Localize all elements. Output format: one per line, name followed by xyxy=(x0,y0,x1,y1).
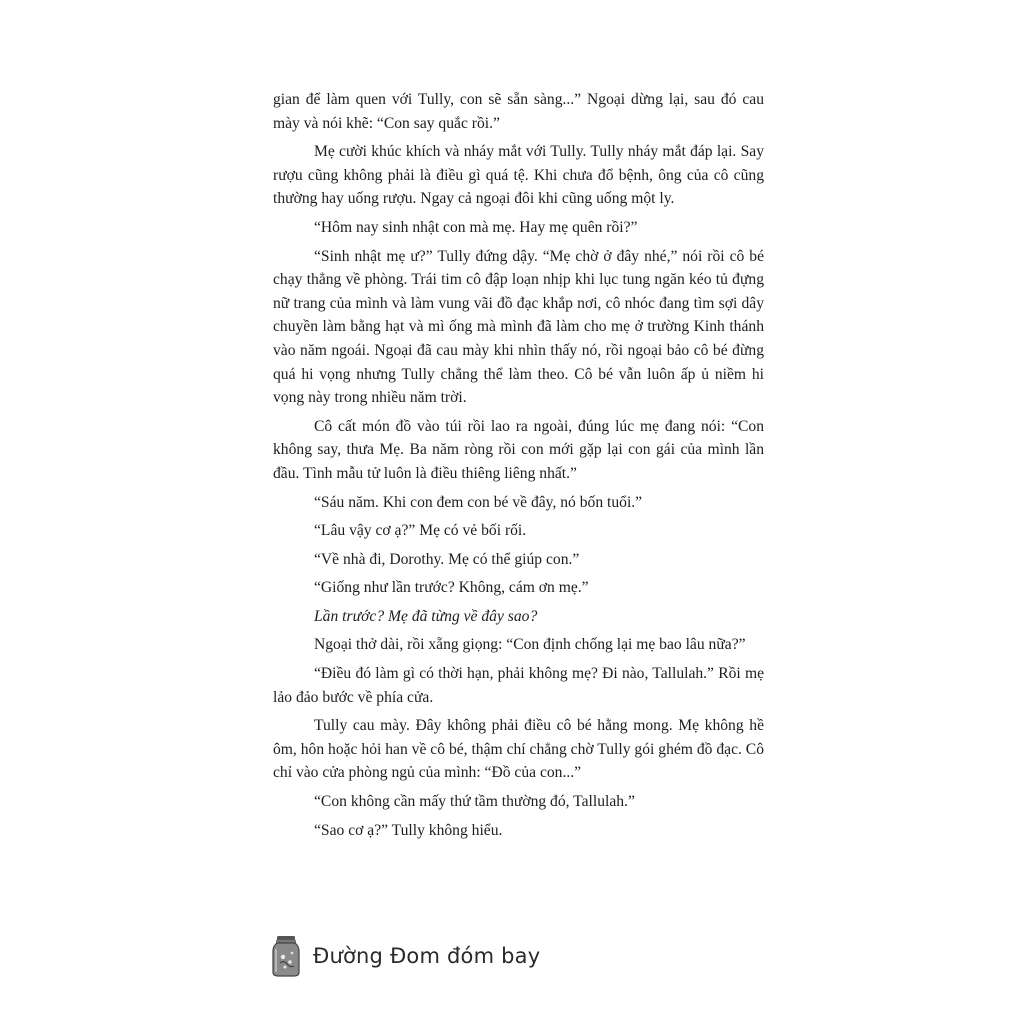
firefly-jar-icon xyxy=(271,935,301,977)
paragraph: “Sao cơ ạ?” Tully không hiểu. xyxy=(314,821,503,839)
italic-thought-paragraph: Lần trước? Mẹ đã từng về đây sao? xyxy=(314,607,538,625)
paragraph: “Hôm nay sinh nhật con mà mẹ. Hay mẹ quên rồi?” xyxy=(314,218,638,236)
paragraph: “Lâu vậy cơ ạ?” Mẹ có vẻ bối rối. xyxy=(314,522,527,540)
paragraph: “Điều đó làm gì có thời hạn, phải không mẹ? Đi nào, Tallulah.” Rồi mẹ lảo đảo bước về phía cửa. xyxy=(273,665,764,706)
paragraph: “Sáu năm. Khi con đem con bé về đây, nó bốn tuổi.” xyxy=(314,493,643,511)
paragraph: Cô cất món đồ vào túi rồi lao ra ngoài, đúng lúc mẹ đang nói: “Con không say, thưa Mẹ. Ba năm ròng rồi con mới gặp lại con gái của mình lần đầu. Tình mẫu tử luôn là điều thiêng liêng nhất.” xyxy=(273,417,764,482)
paragraph: “Về nhà đi, Dorothy. Mẹ có thể giúp con.” xyxy=(314,550,580,568)
paragraph: gian để làm quen với Tully, con sẽ sẵn sàng...” Ngoại dừng lại, sau đó cau mày và nói khẽ: “Con say quắc rồi.” xyxy=(273,91,764,132)
paragraph: Mẹ cười khúc khích và nháy mắt với Tully. Tully nháy mắt đáp lại. Say rượu cũng không phải là điều gì quá tệ. Khi chưa đổ bệnh, ông của cô cũng thường hay uống rượu. Ngay cả ngoại đôi khi cũng uống một ly. xyxy=(273,143,764,208)
book-title: Đường Đom đóm bay xyxy=(313,944,541,968)
running-footer xyxy=(271,934,540,978)
paragraph: “Giống như lần trước? Không, cám ơn mẹ.” xyxy=(314,579,589,597)
paragraph: Ngoại thở dài, rồi xẵng giọng: “Con định chống lại mẹ bao lâu nữa?” xyxy=(314,636,746,654)
page-body xyxy=(273,88,764,847)
paragraph: “Con không cần mấy thứ tầm thường đó, Tallulah.” xyxy=(314,793,635,811)
paragraph: Tully cau mày. Đây không phải điều cô bé hằng mong. Mẹ không hề ôm, hôn hoặc hỏi han về cô bé, thậm chí chẳng chờ Tully gói ghém đồ đạc. Cô chỉ vào cửa phòng ngủ của mình: “Đồ của con...” xyxy=(273,717,764,782)
paragraph: “Sinh nhật mẹ ư?” Tully đứng dậy. “Mẹ chờ ở đây nhé,” nói rồi cô bé chạy thẳng về phòng. Trái tim cô đập loạn nhịp khi lục tung ngăn kéo tủ đựng nữ trang của mình và làm vung vãi đồ đạc khắp nơi, cô nhóc đang tìm sợi dây chuyền làm bằng hạt và mì ống mà mình đã làm cho mẹ ở trường Kinh thánh vào năm ngoái. Ngoại đã cau mày khi nhìn thấy nó, rồi ngoại bảo cô bé đừng quá hi vọng nhưng Tully chẳng thể làm theo. Cô bé vẫn luôn ấp ủ niềm hi vọng này trong nhiều năm trời. xyxy=(273,247,764,407)
